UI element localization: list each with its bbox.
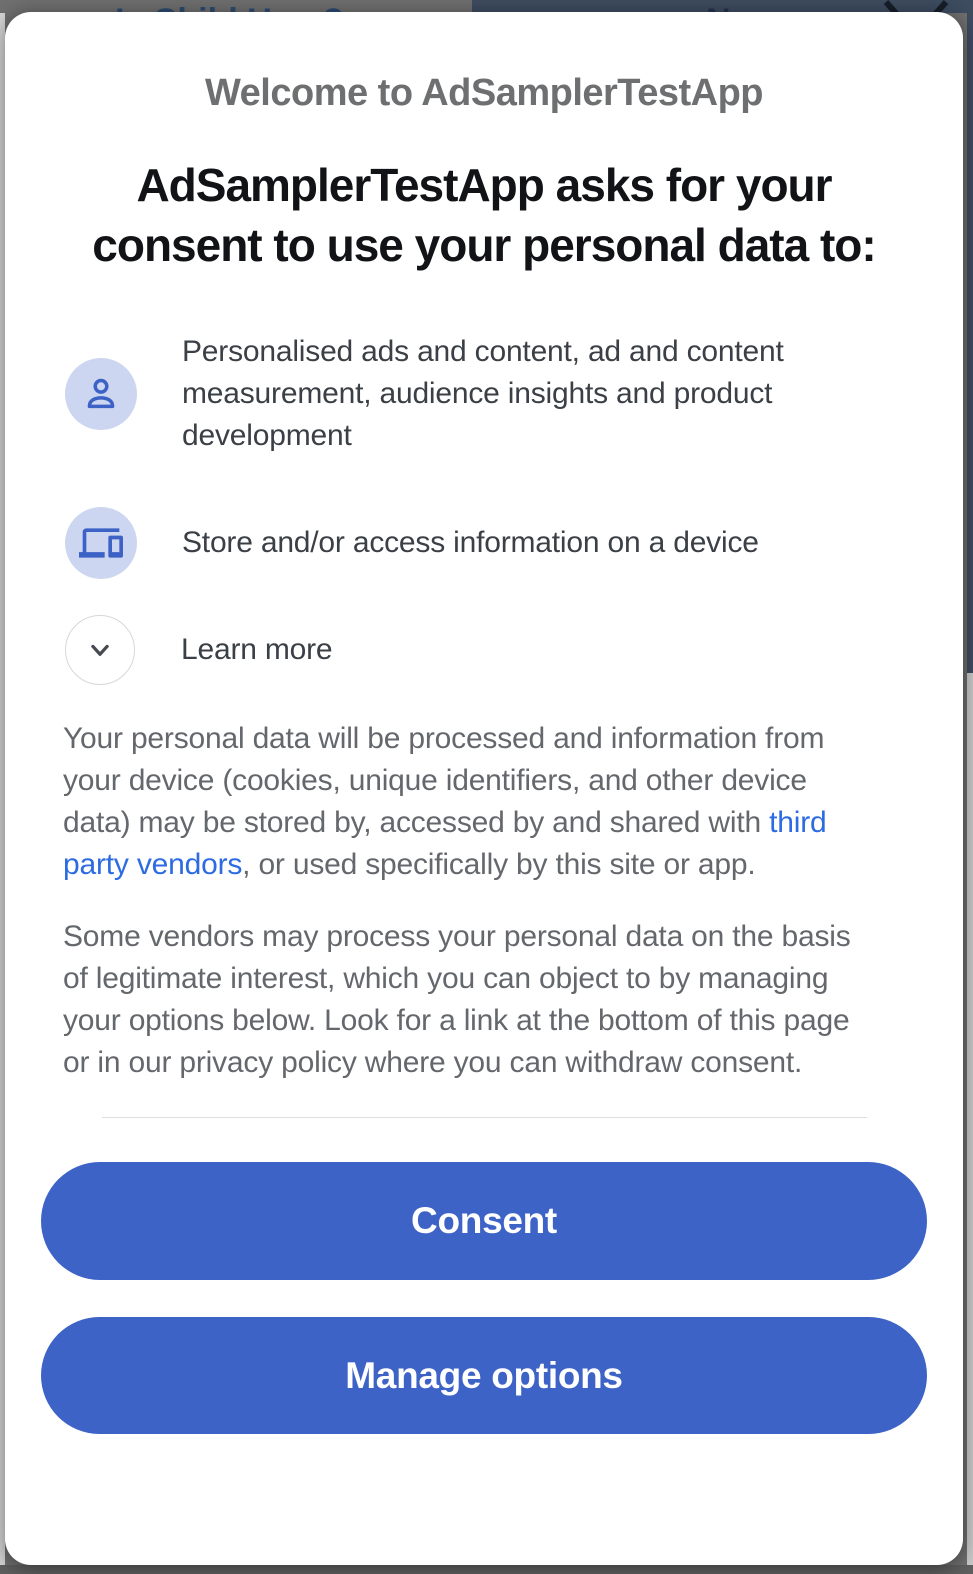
person-icon-circle [65,358,137,430]
consent-heading-line2: consent to use your personal data to: [92,219,876,271]
manage-options-button[interactable]: Manage options [41,1317,927,1434]
purpose-store-access [65,507,913,579]
devices-icon-circle [65,507,137,579]
consent-dialog [5,12,963,1565]
purpose-text: Personalised ads and content, ad and content measurement, audience insights and product development [182,335,784,452]
consent-heading [5,155,963,275]
disclosure-text-after-link: , or used specifically by this site or app. [242,848,756,881]
disclosure-paragraph-1 [63,718,881,886]
background-right-edge-dark [967,13,973,673]
disclosure-text-before-link: Your personal data will be processed and information from your device (cookies, unique identifiers, and other device data) may be stored by, accessed by and shared with [63,722,825,839]
disclosure-paragraph-2: Some vendors may process your personal data on the basis of legitimate interest, which you can object to by managing your options below. Look for a link at the bottom of this page or in our privacy policy where you can withdraw consent. [63,920,851,1079]
person-icon [80,373,122,415]
learn-more-expand-circle [65,615,135,685]
learn-more-label: Learn more [181,633,333,666]
background-right-edge-light [967,673,973,1565]
purpose-text: Store and/or access information on a device [182,526,759,559]
third-party-vendors-link[interactable]: third party vendors [63,806,827,881]
devices-icon [79,521,123,565]
divider [102,1117,867,1118]
background-page-bottom [0,1565,973,1574]
learn-more-toggle[interactable] [65,615,913,685]
purpose-personalised-ads [65,331,913,457]
chevron-down-icon [83,633,117,667]
consent-heading-line1: AdSamplerTestApp asks for your [136,159,832,211]
consent-button[interactable]: Consent [41,1162,927,1280]
welcome-title: Welcome to AdSamplerTestApp [204,72,763,114]
